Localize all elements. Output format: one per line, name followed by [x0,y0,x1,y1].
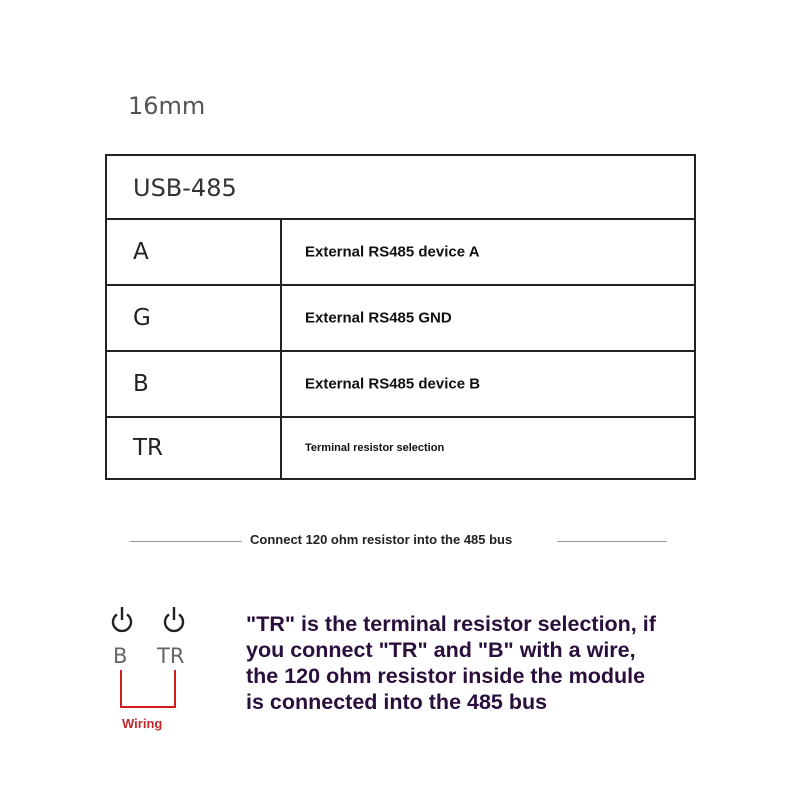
divider-right [557,541,667,542]
power-icon [162,606,186,634]
pin-cell [107,286,282,350]
table-row-b [107,352,694,418]
power-icon [110,606,134,634]
pin-description: External RS485 device B [305,375,481,393]
wiring-label: Wiring [122,716,163,731]
pin-description: External RS485 GND [305,309,452,327]
pin-label: G [133,305,151,331]
pin-table [105,154,696,480]
pin-label: TR [133,435,164,461]
note-line: the 120 ohm resistor inside the module [246,664,646,688]
table-row-a [107,220,694,286]
table-row-tr [107,418,694,478]
divider-left [130,541,242,542]
pin-cell [107,220,282,284]
table-title: USB-485 [133,174,237,202]
table-header [107,156,694,220]
note-line: you connect "TR" and "B" with a wire, [246,638,636,662]
size-label: 16mm [128,92,206,120]
note-line: "TR" is the terminal resistor selection, if [246,612,656,636]
terminal-label-tr: TR [157,644,185,668]
note-text [246,611,706,715]
pin-cell [107,418,282,478]
pin-description: External RS485 device A [305,243,480,261]
pin-cell [107,352,282,416]
terminal-label-b: B [113,644,128,668]
table-row-g [107,286,694,352]
pin-label: B [133,371,149,397]
pin-description: Terminal resistor selection [305,442,445,454]
note-line: is connected into the 485 bus [246,690,548,714]
pin-label: A [133,239,149,265]
section-caption: Connect 120 ohm resistor into the 485 bus [250,532,513,547]
wiring-connector [120,670,176,708]
